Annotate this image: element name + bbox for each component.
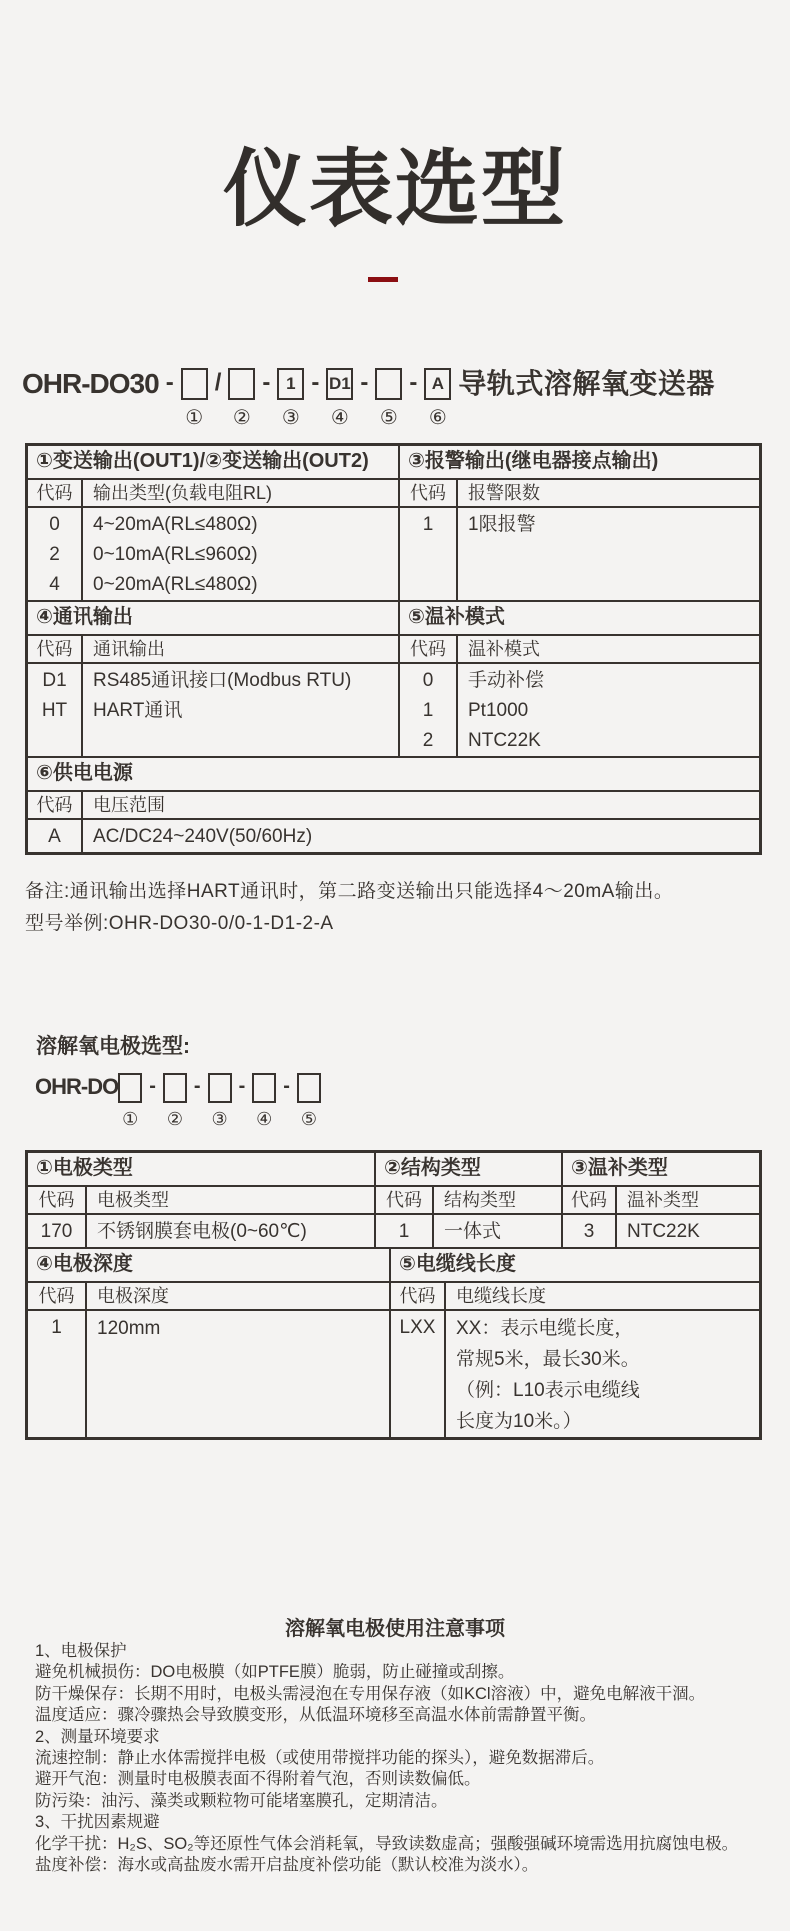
code-cells (28, 508, 83, 600)
code-header: 代码 (391, 1283, 446, 1309)
title-accent-dash (368, 277, 398, 282)
code-value: 2 (49, 544, 60, 565)
panel-electrode-depth-subheader (28, 1283, 389, 1311)
desc-header: 电压范围 (93, 795, 165, 815)
panel-alarm-rows (400, 508, 759, 600)
code-header: 代码 (28, 792, 83, 818)
hart-remark: 备注:通讯输出选择HART通讯时，第二路变送输出只能选择4～20mA输出。 (25, 881, 674, 902)
page-title: 仪表选型 (222, 142, 567, 236)
model-segment-4 (326, 368, 353, 430)
panel-electrode-type-subheader (28, 1187, 374, 1215)
panel-temp-compensation-title: ⑤温补模式 (400, 602, 759, 636)
electrode-selection-table (25, 1150, 762, 1440)
desc-cells (83, 820, 759, 852)
model-code-box-5 (375, 368, 402, 400)
model-segment-2 (228, 368, 255, 430)
desc-value: 120mm (97, 1318, 161, 1339)
model-separator: - (283, 1075, 290, 1097)
code-value: 170 (40, 1221, 73, 1242)
code-cells (563, 1215, 617, 1247)
electrode-segment-number-5: ⑤ (300, 1109, 317, 1129)
desc-value: 0~10mA(RL≤960Ω) (93, 544, 258, 565)
panel-power-supply (28, 758, 759, 852)
code-value: 0 (422, 670, 434, 691)
model-segment-3 (277, 368, 304, 430)
desc-value: 不锈钢膜套电极(0~60℃) (97, 1221, 307, 1242)
code-cells (28, 1311, 87, 1437)
panel-power-supply-title: ⑥供电电源 (28, 758, 759, 792)
instrument-model-code-row (22, 368, 715, 430)
code-cells (28, 820, 83, 852)
code-value: LXX (399, 1317, 436, 1338)
panel-electrode-depth-rows (28, 1311, 389, 1437)
electrode-segment-4 (252, 1073, 276, 1130)
code-header: 代码 (376, 1187, 434, 1213)
desc-header: 温补模式 (468, 639, 540, 659)
segment-number-6: ⑥ (428, 407, 447, 429)
desc-value: NTC22K (468, 730, 541, 751)
panel-communication-title: ④通讯输出 (28, 602, 398, 636)
panel-electrode-type-rows (28, 1215, 374, 1247)
electrode-code-box-5 (297, 1073, 321, 1103)
code-header: 代码 (400, 636, 458, 662)
desc-cells (83, 508, 398, 600)
electrode-segment-5 (297, 1073, 321, 1130)
desc-cells (87, 1311, 389, 1437)
code-header: 代码 (28, 1283, 87, 1309)
desc-value: 常规5米，最长30米。 (456, 1349, 640, 1370)
segment-number-1: ① (185, 407, 204, 429)
panel-temp-comp-type (563, 1153, 759, 1247)
model-separator: / (214, 369, 222, 396)
model-code-box-4: D1 (326, 368, 353, 400)
code-value: 4 (49, 574, 60, 595)
model-separator: - (311, 369, 320, 396)
desc-cells (83, 664, 398, 756)
note-line-6: 流速控制：静止水体需搅拌电极（或使用带搅拌功能的探头），避免数据滞后。 (35, 1749, 605, 1768)
segment-number-5: ⑤ (379, 407, 398, 429)
code-value: HT (41, 700, 68, 721)
electrode-segment-number-3: ③ (211, 1109, 228, 1129)
desc-cells (458, 664, 759, 756)
model-segment-5 (375, 368, 402, 430)
panel-output-rows (28, 508, 398, 600)
desc-header: 电极类型 (97, 1190, 169, 1210)
desc-value: 1限报警 (468, 514, 536, 535)
desc-cells (434, 1215, 561, 1247)
electrode-model-code-row (35, 1073, 321, 1130)
desc-value: 4~20mA(RL≤480Ω) (93, 514, 258, 535)
note-line-10: 化学干扰：H₂S、SO₂等还原性气体会消耗氧，导致读数虚高；强酸强碱环境需选用抗腐蚀电极。 (35, 1834, 739, 1853)
panel-electrode-depth-title: ④电极深度 (28, 1249, 389, 1283)
model-separator: - (149, 1075, 156, 1097)
segment-number-2: ② (232, 407, 251, 429)
electrode-segment-number-2: ② (166, 1109, 183, 1129)
desc-value: 手动补偿 (468, 670, 545, 691)
desc-header: 报警限数 (468, 483, 540, 503)
model-separator: - (262, 369, 271, 396)
panel-alarm (400, 446, 759, 600)
panel-output (28, 446, 400, 600)
desc-value: 一体式 (444, 1221, 502, 1242)
model-segment-1 (181, 368, 208, 430)
panel-output-subheader (28, 480, 398, 508)
desc-cells (458, 508, 759, 600)
instrument-model-prefix: OHR-DO30 (22, 368, 159, 399)
code-cells (400, 664, 458, 756)
model-separator: - (238, 1075, 246, 1097)
note-line-3: 防干燥保存：长期不用时，电极头需浸泡在专用保存液（如KCl溶液）中，避免电解液干涸。 (35, 1684, 706, 1703)
desc-value: Pt1000 (468, 700, 529, 721)
panel-structure-type-subheader (376, 1187, 561, 1215)
desc-header: 电缆线长度 (456, 1286, 546, 1306)
electrode-segment-number-1: ① (122, 1109, 139, 1129)
desc-cells (617, 1215, 759, 1247)
note-line-2: 避免机械损伤：DO电极膜（如PTFE膜）脆弱，防止碰撞或刮擦。 (35, 1663, 515, 1682)
model-code-box-2 (228, 368, 255, 400)
table1-section-1 (28, 446, 759, 602)
note-line-7: 避开气泡：测量时电极膜表面不得附着气泡，否则读数偏低。 (35, 1770, 481, 1789)
code-value: 1 (422, 700, 434, 721)
electrode-segment-3 (208, 1073, 232, 1130)
desc-value: NTC22K (627, 1221, 700, 1242)
code-cells (376, 1215, 434, 1247)
table1-section-2 (28, 602, 759, 758)
panel-structure-type (376, 1153, 563, 1247)
model-separator: - (165, 369, 174, 396)
table2-section-1 (28, 1153, 759, 1249)
panel-communication-subheader (28, 636, 398, 664)
code-header: 代码 (28, 1187, 87, 1213)
segment-number-3: ③ (281, 407, 300, 429)
electrode-segment-number-4: ④ (256, 1109, 273, 1129)
code-value: 3 (583, 1221, 595, 1242)
panel-temp-comp-type-subheader (563, 1187, 759, 1215)
note-line-8: 防污染：油污、藻类或颗粒物可能堵塞膜孔，定期清洁。 (35, 1791, 448, 1810)
electrode-segment-1 (118, 1073, 142, 1130)
panel-alarm-title: ③报警输出(继电器接点输出) (400, 446, 759, 480)
desc-value: RS485通讯接口(Modbus RTU) (93, 670, 352, 691)
electrode-model-prefix: OHR-DO (35, 1074, 119, 1099)
table2-section-2 (28, 1249, 759, 1437)
desc-value: 长度为10米。） (456, 1411, 582, 1432)
desc-value: 0~20mA(RL≤480Ω) (93, 574, 258, 595)
desc-header: 结构类型 (444, 1190, 516, 1210)
panel-structure-type-rows (376, 1215, 561, 1247)
code-value: A (48, 826, 61, 847)
transmitter-selection-table (25, 443, 762, 855)
code-value: 2 (422, 730, 434, 751)
code-value: 1 (51, 1317, 62, 1338)
note-line-11: 盐度补偿：海水或高盐废水需开启盐度补偿功能（默认校准为淡水）。 (35, 1856, 539, 1875)
table1-section-3 (28, 758, 759, 852)
electrode-segment-2 (163, 1073, 187, 1130)
desc-cells (87, 1215, 374, 1247)
note-line-4: 温度适应：骤冷骤热会导致膜变形，从低温环境移至高温水体前需静置平衡。 (35, 1706, 596, 1725)
panel-temp-comp-type-title: ③温补类型 (563, 1153, 759, 1187)
panel-communication-rows (28, 664, 398, 756)
model-code-box-1 (181, 368, 208, 400)
model-separator: - (409, 369, 418, 396)
panel-temp-compensation-rows (400, 664, 759, 756)
code-header: 代码 (400, 480, 458, 506)
panel-cable-length (391, 1249, 759, 1437)
electrode-section-heading: 溶解氧电极选型: (36, 1035, 190, 1058)
panel-temp-comp-type-rows (563, 1215, 759, 1247)
panel-structure-type-title: ②结构类型 (376, 1153, 561, 1187)
code-header: 代码 (28, 636, 83, 662)
panel-cable-length-subheader (391, 1283, 759, 1311)
electrode-code-box-4 (252, 1073, 276, 1103)
model-code-box-3: 1 (277, 368, 304, 400)
code-value: 0 (49, 514, 60, 535)
electrode-code-box-3 (208, 1073, 232, 1103)
note-line-5: 2、测量环境要求 (35, 1727, 160, 1746)
panel-temp-compensation (400, 602, 759, 756)
segment-number-4: ④ (330, 407, 349, 429)
note-line-9: 3、干扰因素规避 (35, 1813, 160, 1832)
model-code-box-6: A (424, 368, 451, 400)
panel-alarm-subheader (400, 480, 759, 508)
desc-header: 通讯输出 (93, 639, 165, 659)
electrode-code-box-1 (118, 1073, 142, 1103)
panel-temp-compensation-subheader (400, 636, 759, 664)
panel-communication (28, 602, 400, 756)
code-cells (400, 508, 458, 600)
panel-output-title: ①变送输出(OUT1)/②变送输出(OUT2) (28, 446, 398, 480)
panel-cable-length-rows (391, 1311, 759, 1437)
desc-header: 输出类型(负载电阻RL) (93, 483, 272, 503)
panel-power-supply-rows (28, 820, 759, 852)
panel-cable-length-title: ⑤电缆线长度 (391, 1249, 759, 1283)
panel-power-supply-subheader (28, 792, 759, 820)
model-example: 型号举例:OHR-DO30-0/0-1-D1-2-A (25, 913, 334, 934)
panel-electrode-type-title: ①电极类型 (28, 1153, 374, 1187)
model-separator: - (193, 1075, 201, 1097)
desc-value: （例：L10表示电缆线 (456, 1380, 640, 1401)
code-value: 1 (422, 514, 434, 535)
code-header: 代码 (28, 480, 83, 506)
model-separator: - (360, 369, 369, 396)
code-value: D1 (42, 670, 67, 691)
panel-electrode-depth (28, 1249, 391, 1437)
desc-value: HART通讯 (93, 700, 183, 721)
panel-electrode-type (28, 1153, 376, 1247)
desc-value: AC/DC24~240V(50/60Hz) (93, 826, 313, 847)
notes-heading: 溶解氧电极使用注意事项 (285, 1618, 505, 1640)
code-cells (28, 1215, 87, 1247)
code-value: 1 (398, 1221, 410, 1242)
note-line-1: 1、电极保护 (35, 1642, 127, 1660)
desc-header: 温补类型 (627, 1190, 699, 1210)
notes-block (35, 1641, 775, 1876)
code-cells (391, 1311, 446, 1437)
code-cells (28, 664, 83, 756)
desc-header: 电极深度 (97, 1286, 169, 1306)
desc-cells (446, 1311, 759, 1437)
electrode-code-box-2 (163, 1073, 187, 1103)
code-header: 代码 (563, 1187, 617, 1213)
desc-value: XX：表示电缆长度， (456, 1318, 634, 1339)
model-segment-6 (424, 368, 451, 430)
instrument-model-name: 导轨式溶解氧变送器 (458, 368, 715, 399)
